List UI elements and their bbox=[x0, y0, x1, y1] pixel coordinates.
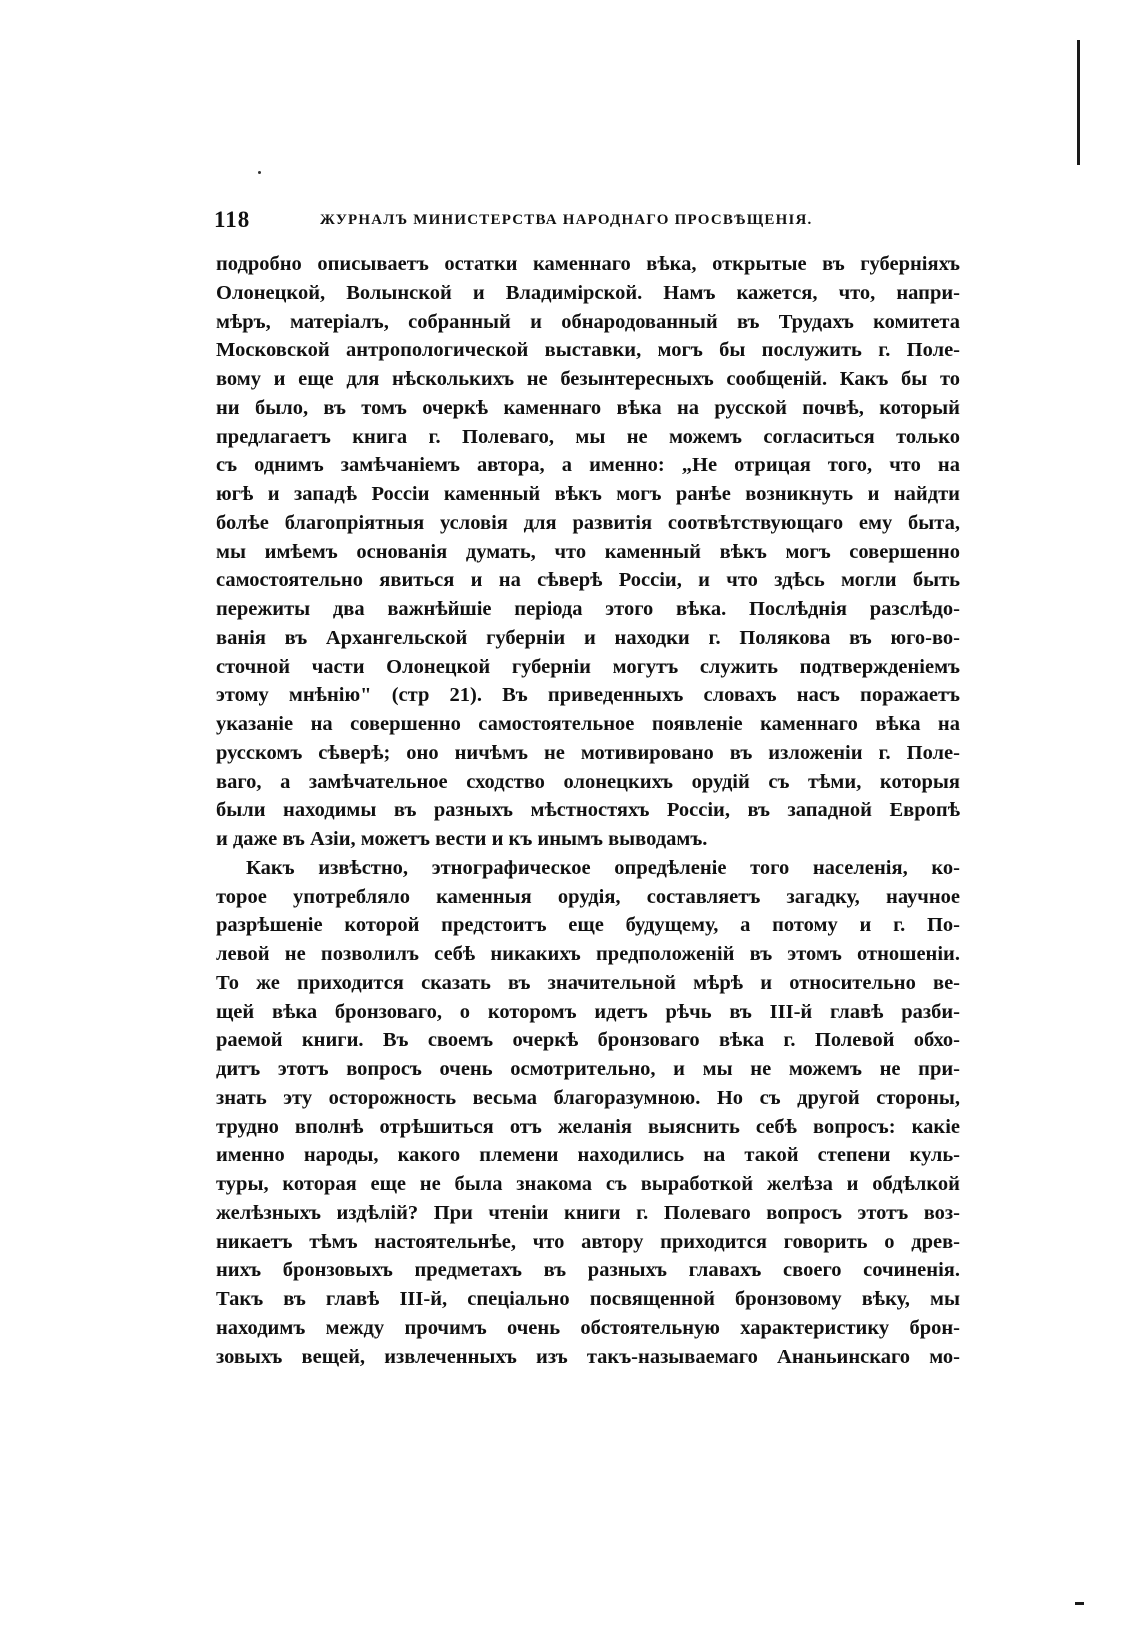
text-line: туры, которая еще не была знакома съ выработкой желѣза и обдѣлкой bbox=[216, 1173, 960, 1195]
scan-edge-mark bbox=[1075, 1602, 1084, 1605]
text-line: Московской антропологической выставки, могъ бы послужить г. Поле- bbox=[216, 339, 960, 362]
text-line: желѣзныхъ издѣлій? При чтеніи книги г. Полеваго вопросъ этотъ воз- bbox=[216, 1201, 960, 1224]
paragraph bbox=[216, 854, 960, 1372]
text-line: Такъ въ главѣ III-й, спеціально посвященной бронзовому вѣку, мы bbox=[216, 1288, 960, 1310]
text-line: щей вѣка бронзоваго, о которомъ идетъ рѣчь въ III-й главѣ разби- bbox=[216, 1000, 960, 1023]
text-line: мы имѣемъ основанія думать, что каменный вѣкъ могъ совершенно bbox=[216, 540, 960, 563]
page-number: 118 bbox=[214, 207, 251, 232]
page-header bbox=[214, 207, 964, 237]
running-head: ЖУРНАЛЪ МИНИСТЕРСТВА НАРОДНАГО ПРОСВѢЩЕНІЯ. bbox=[320, 212, 813, 228]
text-line: То же приходится сказать въ значительной мѣрѣ и относительно ве- bbox=[216, 971, 960, 994]
text-line: подробно описываетъ остатки каменнаго вѣка, открытые въ губерніяхъ bbox=[216, 253, 960, 275]
text-line: никаетъ тѣмъ настоятельнѣе, что автору приходится говорить о древ- bbox=[216, 1230, 960, 1253]
text-line: пережиты два важнѣйшіе періода этого вѣка. Послѣднія разслѣдо- bbox=[216, 598, 960, 620]
text-line: зовыхъ вещей, извлеченныхъ изъ такъ-называемаго Ананьинскаго мо- bbox=[216, 1345, 960, 1368]
paragraph bbox=[216, 250, 960, 854]
text-line: знать эту осторожность весьма благоразумною. Но съ другой стороны, bbox=[216, 1086, 960, 1109]
text-line: Какъ извѣстно, этнографическое опредѣленіе того населенія, ко- bbox=[246, 856, 960, 879]
text-line: мѣръ, матеріалъ, собранный и обнародованный въ Трудахъ комитета bbox=[216, 310, 960, 333]
text-line: торое употребляло каменныя орудія, составляетъ загадку, научное bbox=[216, 885, 960, 908]
text-line: и даже въ Азіи, можетъ вести и къ инымъ выводамъ. bbox=[216, 828, 708, 850]
text-line: ванія въ Архангельской губерніи и находки г. Полякова въ юго-во- bbox=[216, 626, 960, 649]
text-line: вому и еще для нѣсколькихъ не безынтересныхъ сообщеній. Какъ бы то bbox=[216, 368, 960, 390]
text-line: сточной части Олонецкой губерніи могутъ служить подтвержденіемъ bbox=[216, 655, 960, 678]
text-line: болѣе благопріятныя условія для развитія соотвѣтствующаго ему быта, bbox=[216, 511, 960, 534]
text-line: этому мнѣнію" (стр 21). Въ приведенныхъ словахъ насъ поражаетъ bbox=[216, 684, 960, 707]
text-line: левой не позволилъ себѣ никакихъ предположеній въ этомъ отношеніи. bbox=[216, 943, 960, 965]
text-line: указаніе на совершенно самостоятельное появленіе каменнаго вѣка на bbox=[216, 713, 960, 735]
text-line: съ однимъ замѣчаніемъ автора, а именно: „Не отрицая того, что на bbox=[216, 454, 960, 477]
text-line: югѣ и западѣ Россіи каменный вѣкъ могъ ранѣе возникнуть и найдти bbox=[216, 483, 960, 505]
body-text bbox=[216, 250, 960, 1371]
text-line: именно народы, какого племени находились на такой степени куль- bbox=[216, 1144, 960, 1167]
text-line: трудно вполнѣ отрѣшиться отъ желанія выяснить себѣ вопросъ: какіе bbox=[216, 1115, 960, 1138]
text-line: разрѣшеніе которой предстоитъ еще будущему, а потому и г. По- bbox=[216, 914, 960, 937]
text-line: ни было, въ томъ очеркѣ каменнаго вѣка на русской почвѣ, который bbox=[216, 396, 960, 419]
scan-speck bbox=[258, 171, 261, 174]
text-line: раемой книги. Въ своемъ очеркѣ бронзоваго вѣка г. Полевой обхо- bbox=[216, 1029, 960, 1052]
text-line: нихъ бронзовыхъ предметахъ въ разныхъ главахъ своего сочиненія. bbox=[216, 1259, 960, 1282]
text-line: русскомъ сѣверѣ; оно ничѣмъ не мотивировано въ изложеніи г. Поле- bbox=[216, 741, 960, 764]
text-line: предлагаетъ книга г. Полеваго, мы не можемъ согласиться только bbox=[216, 425, 960, 448]
text-line: дитъ этотъ вопросъ очень осмотрительно, и мы не можемъ не при- bbox=[216, 1058, 960, 1080]
text-line: находимъ между прочимъ очень обстоятельную характеристику брон- bbox=[216, 1316, 960, 1339]
text-line: самостоятельно явиться и на сѣверѣ Россіи, и что здѣсь могли быть bbox=[216, 569, 960, 592]
text-line: были находимы въ разныхъ мѣстностяхъ Россіи, въ западной Европѣ bbox=[216, 799, 960, 822]
text-line: Олонецкой, Волынской и Владимірской. Намъ кажется, что, напри- bbox=[216, 281, 960, 304]
text-line: ваго, а замѣчательное сходство олонецкихъ орудій съ тѣми, которыя bbox=[216, 770, 960, 793]
scan-edge-line bbox=[1077, 40, 1080, 165]
